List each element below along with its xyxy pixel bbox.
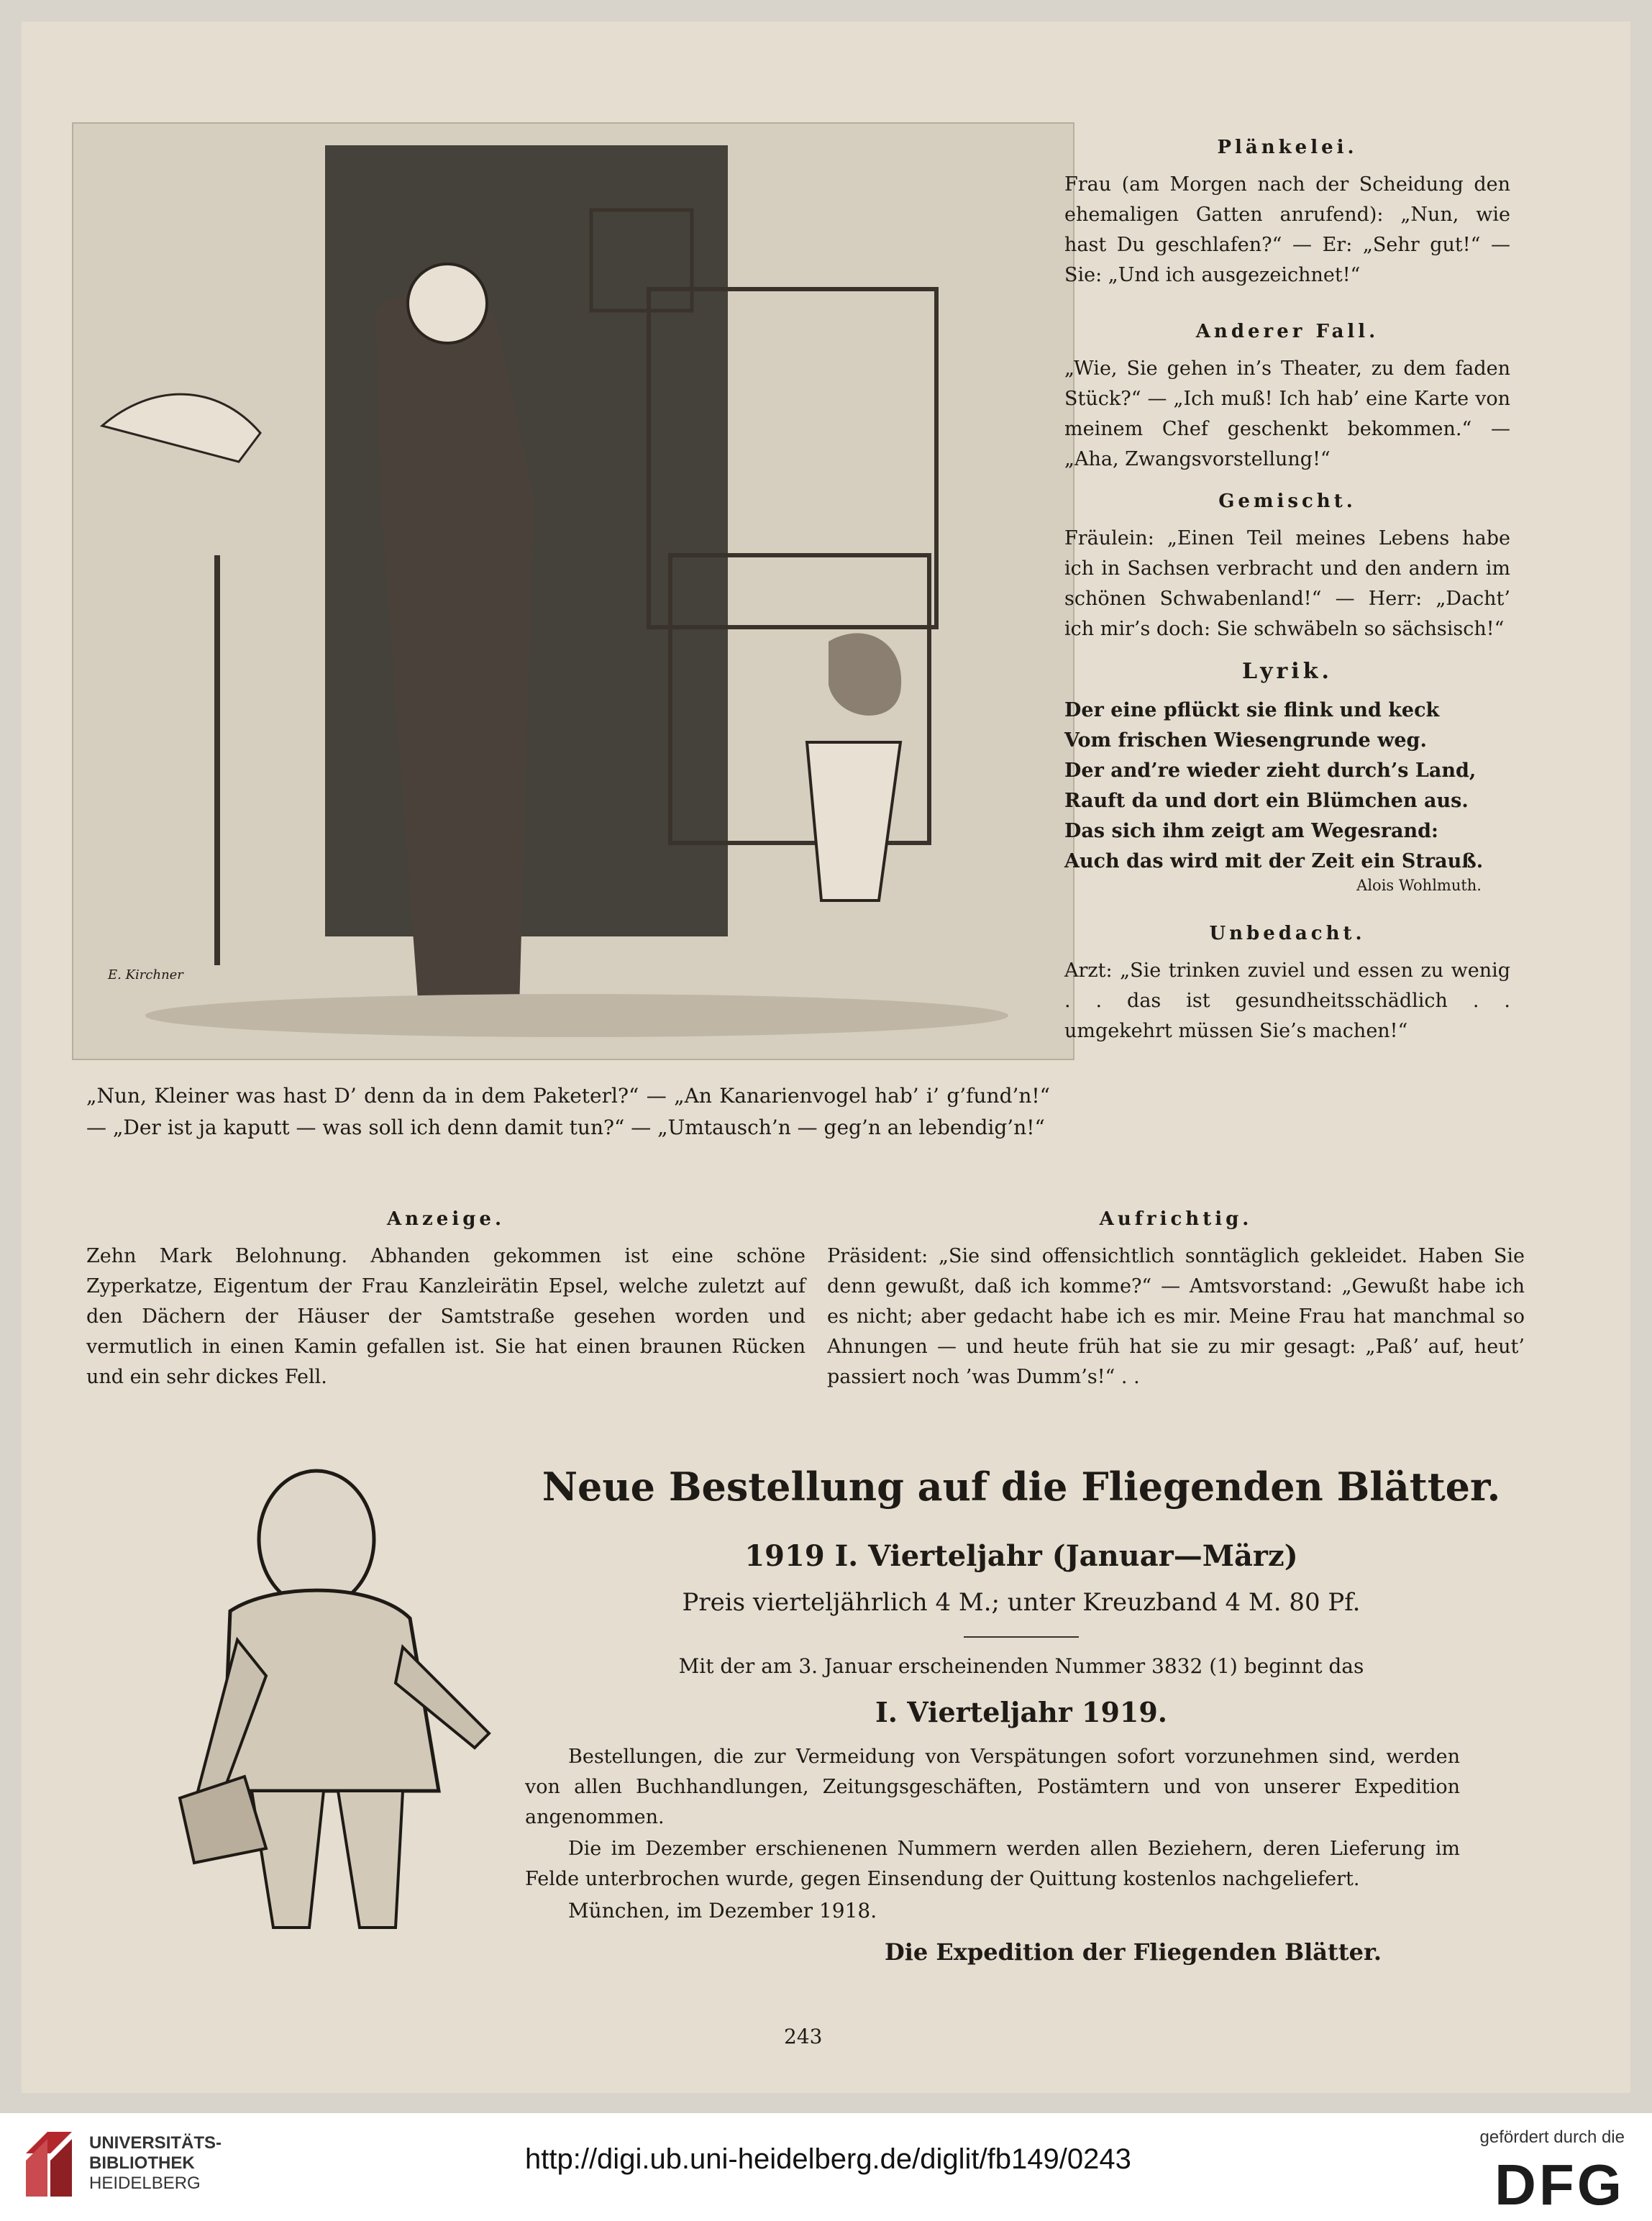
poem-line: Der eine pflückt sie flink und keck — [1064, 699, 1440, 721]
section-gemischt — [1064, 491, 1510, 644]
artist-signature: E. Kirchner — [108, 967, 183, 982]
announcement-signature: Die Expedition der Fliegenden Blätter. — [885, 1938, 1382, 1966]
page-number: 243 — [784, 2025, 823, 2048]
section-unbedacht — [1064, 923, 1510, 1046]
announcement-divider — [964, 1636, 1079, 1638]
permalink-url[interactable]: http://digi.ub.uni-heidelberg.de/diglit/fb149/0243 — [525, 2143, 1131, 2175]
section-heading: Lyrik. — [1242, 659, 1333, 684]
section-anderer-fall — [1064, 321, 1510, 475]
illustration-drawing — [73, 124, 1073, 1059]
announcement-subtitle: 1919 I. Vierteljahr (Januar—März) — [744, 1539, 1298, 1573]
library-name — [89, 2133, 222, 2194]
section-heading: Anzeige. — [386, 1208, 506, 1230]
poem-line: Rauft da und dort ein Blümchen aus. — [1064, 790, 1469, 812]
section-text: Zehn Mark Belohnung. Abhanden gekommen ist eine schöne Zyperkatze, Eigentum der Frau Kanzleirätin Epsel, welche zuletzt auf den Dächern der Häuser der Samtstraße gesehen worden und vermutlich in einen Kamin gefallen ist. Sie hat einen braunen Rücken und ein sehr dickes Fell. — [86, 1245, 806, 1388]
library-logo-icon[interactable] — [19, 2125, 79, 2205]
section-heading: Gemischt. — [1218, 491, 1356, 512]
announcement-quarter: I. Vierteljahr 1919. — [875, 1696, 1168, 1728]
section-text: „Wie, Sie gehen in’s Theater, zu dem faden Stück?“ — „Ich muß! Ich hab’ eine Karte von meinem Chef geschenkt bekommen.“ — „Aha, Zwangsvorstellung!“ — [1064, 357, 1510, 470]
section-text: Präsident: „Sie sind offensichtlich sonntäglich gekleidet. Haben Sie denn gewußt, daß ich komme?“ — Amtsvorstand: „Gewußt habe ich es nicht; aber gedacht habe ich es mir. Meine Frau hat manchmal so Ahnungen — und heute früh hat sie zu mir gesagt: „Paßʼ auf, heut’ passiert noch ’was Dumm’s!“ . . — [827, 1245, 1525, 1388]
poem-author: Alois Wohlmuth. — [1356, 877, 1482, 894]
right-column — [1064, 137, 1510, 1046]
section-heading: Aufrichtig. — [1099, 1208, 1253, 1230]
poem-line: Vom frischen Wiesengrunde weg. — [1064, 729, 1427, 752]
jester-illustration — [165, 1460, 539, 1964]
announcement-orders: Bestellungen, die zur Vermeidung von Verspätungen sofort vorzunehmen sind, werden von allen Buchhandlungen, Zeitungsgeschäften, Postämtern und von unserer Expedition angenommen. — [525, 1746, 1460, 1828]
jester-drawing — [165, 1460, 539, 1964]
section-aufrichtig — [827, 1208, 1525, 1392]
section-anzeige — [86, 1208, 806, 1392]
library-name-line: BIBLIOTHEK — [89, 2153, 195, 2173]
poem-line: Auch das wird mit der Zeit ein Strauß. — [1064, 850, 1484, 872]
dfg-logo[interactable]: DFG — [1494, 2153, 1625, 2217]
top-illustration — [72, 122, 1074, 1060]
library-name-line: HEIDELBERG — [89, 2174, 201, 2193]
footer-bar — [0, 2113, 1652, 2221]
document-page — [22, 22, 1630, 2093]
funded-by-label: gefördert durch die — [1479, 2127, 1625, 2147]
library-name-line: UNIVERSITÄTS- — [89, 2133, 222, 2153]
section-lyrik — [1064, 659, 1510, 894]
section-heading: Unbedacht. — [1209, 923, 1366, 944]
illustration-caption: „Nun, Kleiner was hast D’ denn da in dem Paketerl?“ — „An Kanarienvogel hab’ i’ g’fund’n!“ — „Der ist ja kaputt — was soll ich denn damit tun?“ — „Umtausch’n — geg’n an lebendig’n!“ — [86, 1084, 1050, 1139]
section-text: Arzt: „Sie trinken zuviel und essen zu wenig . . das ist gesundheitsschädlich . . umgekehrt müssen Sie’s machen!“ — [1064, 959, 1510, 1042]
poem-line: Das sich ihm zeigt am Wegesrand: — [1064, 820, 1439, 842]
announcement-issue-line: Mit der am 3. Januar erscheinenden Nummer 3832 (1) beginnt das — [678, 1654, 1364, 1678]
poem-line: Der and’re wieder zieht durch’s Land, — [1064, 760, 1477, 782]
announcement-december: Die im Dezember erschienenen Nummern werden allen Beziehern, deren Lieferung im Felde unterbrochen wurde, gegen Einsendung der Quittung kostenlos nachgeliefert. — [525, 1838, 1460, 1890]
section-text: Frau (am Morgen nach der Scheidung den ehemaligen Gatten anrufend): „Nun, wie hast Du geschlafen?“ — Er: „Sehr gut!“ — Sie: „Und ich ausgezeichnet!“ — [1064, 173, 1510, 286]
section-text: Fräulein: „Einen Teil meines Lebens habe ich in Sachsen verbracht und den andern im schönen Schwabenland!“ — Herr: „Dacht’ ich mir’s doch: Sie schwäbeln so sächsisch!“ — [1064, 527, 1510, 640]
section-heading: Plänkelei. — [1217, 137, 1358, 158]
section-heading: Anderer Fall. — [1195, 321, 1379, 342]
announcement-place-date: München, im Dezember 1918. — [568, 1899, 877, 1923]
section-plaenkelei — [1064, 137, 1510, 291]
announcement-title: Neue Bestellung auf die Fliegenden Blätter. — [542, 1464, 1501, 1510]
announcement-price: Preis vierteljährlich 4 M.; unter Kreuzband 4 M. 80 Pf. — [682, 1588, 1361, 1617]
